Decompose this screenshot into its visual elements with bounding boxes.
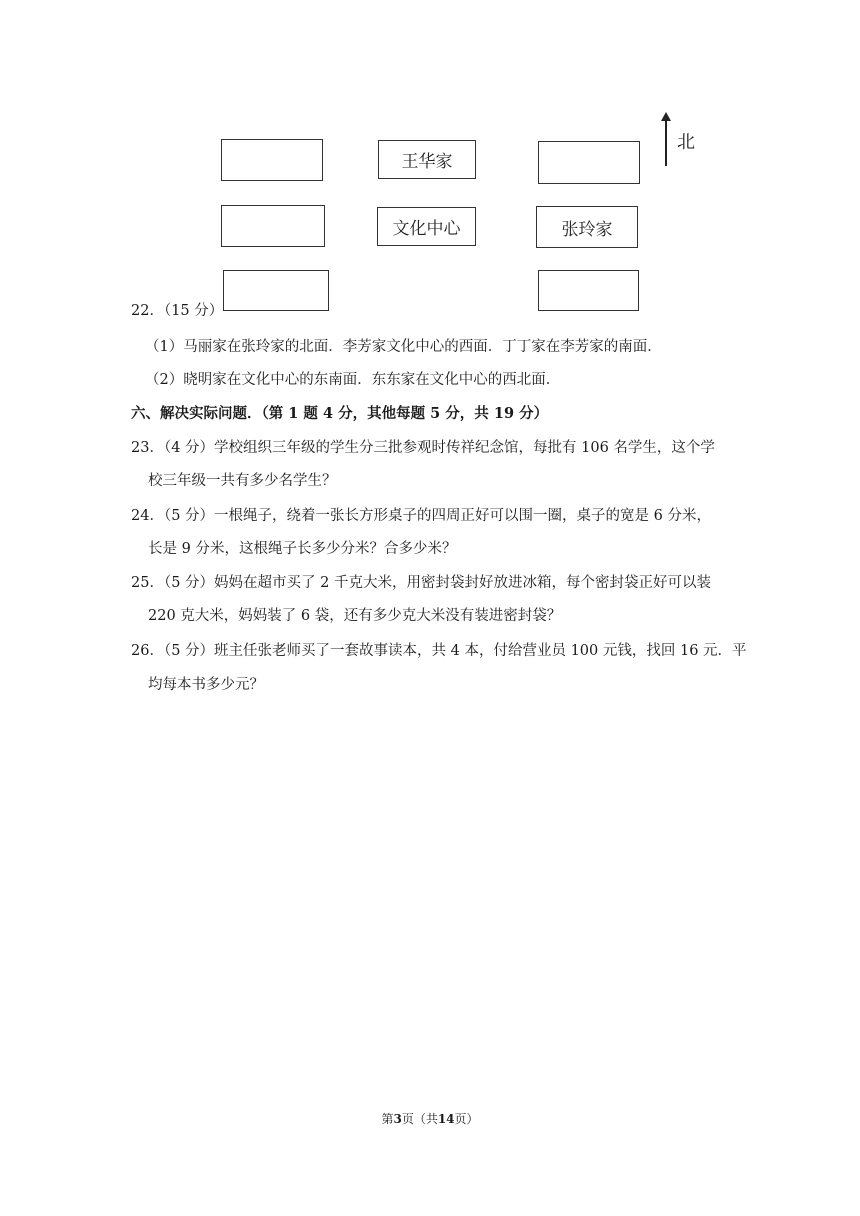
map-box-zhangling-home: 张玲家 (536, 206, 638, 248)
page-footer (0, 1110, 860, 1127)
north-arrow-icon (665, 114, 667, 166)
north-label: 北 (677, 132, 695, 153)
q24-line-2: 长是 9 分米，这根绳子长多少分米？合多少米？ (148, 541, 457, 557)
q26-line-1: 26．（5 分）班主任张老师买了一套故事读本，共 4 本，付给营业员 100 元钱，找回 16 元．平 (131, 643, 747, 659)
q25-line-2: 220 克大米，妈妈装了 6 袋，还有多少克大米没有装进密封袋？ (148, 608, 562, 624)
q23-line-1: 23．（4 分）学校组织三年级的学生分三批参观时传祥纪念馆，每批有 106 名学生，这个学 (131, 440, 715, 456)
map-box-top-right (538, 141, 640, 184)
q22-line-1: （1）马丽家在张玲家的北面．李芳家文化中心的西面．丁丁家在李芳家的南面． (145, 339, 662, 355)
q22-header: 22．（15 分） (131, 303, 224, 319)
map-box-mid-left (221, 205, 325, 247)
footer-suffix: 页） (454, 1112, 479, 1126)
q22-line-2: （2）晓明家在文化中心的东南面．东东家在文化中心的西北面． (145, 372, 561, 388)
map-box-bottom-right (538, 270, 639, 311)
footer-prefix: 第 (381, 1112, 394, 1126)
footer-page-number: 3 (393, 1112, 402, 1126)
map-box-top-left (221, 139, 323, 181)
map-box-culture-center: 文化中心 (377, 207, 476, 246)
map-box-bottom-left (223, 270, 329, 311)
section-6-title: 六、解决实际问题．（第 1 题 4 分，其他每题 5 分，共 19 分） (131, 405, 549, 422)
q23-line-2: 校三年级一共有多少名学生？ (148, 473, 337, 489)
footer-middle: 页（共 (401, 1112, 438, 1126)
q25-line-1: 25．（5 分）妈妈在超市买了 2 千克大米，用密封袋封好放进冰箱，每个密封袋正好可以装 (131, 575, 711, 591)
map-box-wanghua-home: 王华家 (378, 140, 476, 179)
q24-line-1: 24．（5 分）一根绳子，绕着一张长方形桌子的四周正好可以围一圈，桌子的宽是 6 分米， (131, 508, 711, 524)
footer-total-pages: 14 (437, 1112, 455, 1126)
q26-line-2: 均每本书多少元？ (148, 677, 264, 693)
